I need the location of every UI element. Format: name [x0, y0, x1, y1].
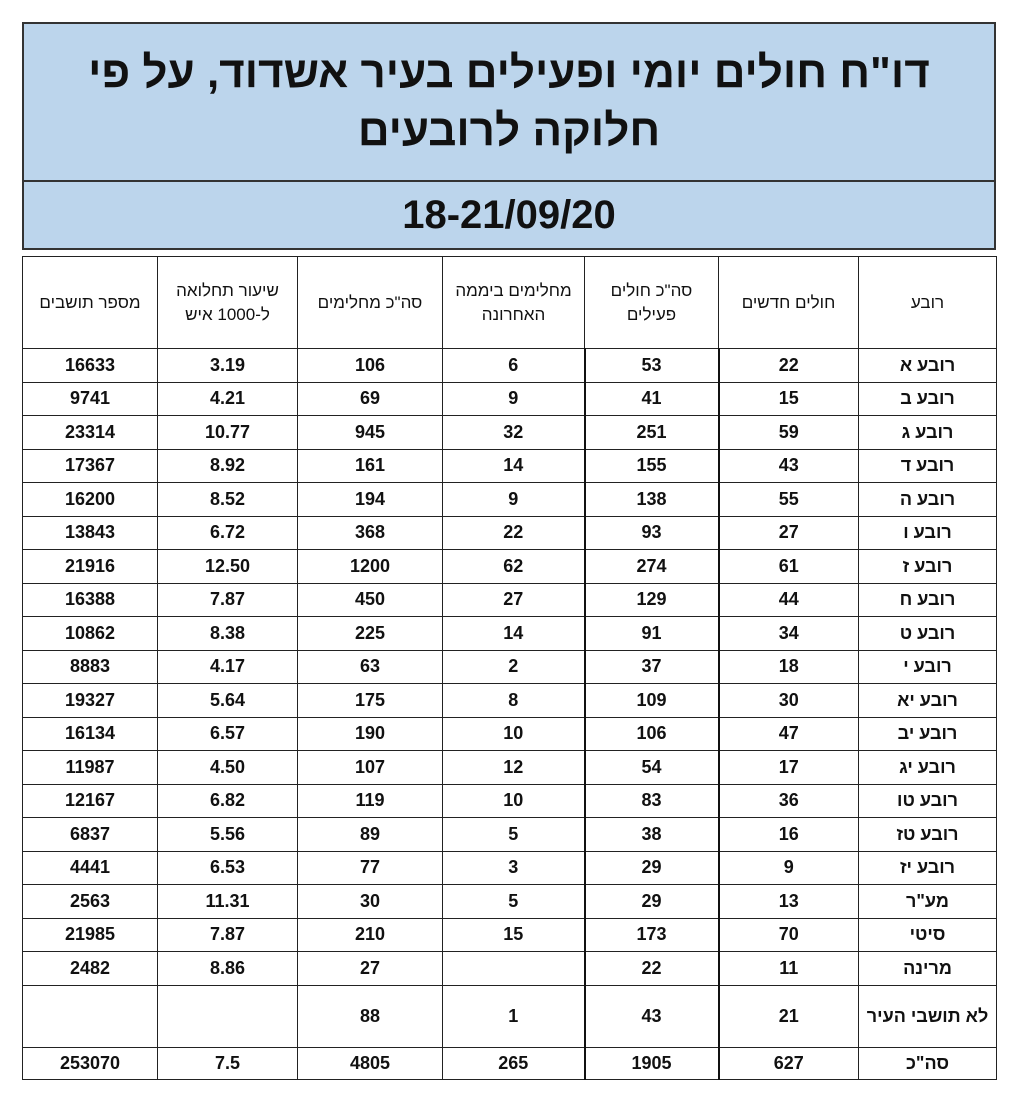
cell-district: רובע י [859, 650, 997, 684]
cell-recovered-last-day: 2 [443, 650, 585, 684]
table-header-row [23, 257, 997, 349]
header-infection-rate: שיעור תחלואה ל-1000 איש [158, 257, 298, 349]
cell-new-cases: 16 [719, 818, 859, 852]
cell-total-recovered: 27 [298, 952, 443, 986]
header-new-cases: חולים חדשים [719, 257, 859, 349]
table-row [23, 918, 997, 952]
cell-total-recovered: 119 [298, 784, 443, 818]
cell-recovered-last-day: 22 [443, 516, 585, 550]
table-row [23, 416, 997, 450]
cell-population [23, 985, 158, 1047]
cell-total-active: 43 [585, 985, 719, 1047]
cell-district: מרינה [859, 952, 997, 986]
cell-total-active: 173 [585, 918, 719, 952]
cell-population: 16134 [23, 717, 158, 751]
cell-recovered-last-day: 1 [443, 985, 585, 1047]
cell-district: רובע טו [859, 784, 997, 818]
cell-total-active: 54 [585, 751, 719, 785]
cell-total-recovered: 225 [298, 617, 443, 651]
cell-district: רובע ז [859, 550, 997, 584]
cell-total-recovered: 1200 [298, 550, 443, 584]
cell-infection-rate: 8.86 [158, 952, 298, 986]
cell-new-cases: 27 [719, 516, 859, 550]
cell-district: רובע ו [859, 516, 997, 550]
cell-infection-rate: 5.64 [158, 684, 298, 718]
cell-recovered-last-day: 6 [443, 349, 585, 383]
cell-new-cases: 47 [719, 717, 859, 751]
cell-new-cases: 34 [719, 617, 859, 651]
report-sheet [22, 22, 996, 1080]
cell-recovered-last-day: 8 [443, 684, 585, 718]
cell-population: 16633 [23, 349, 158, 383]
table-row [23, 952, 997, 986]
cell-new-cases: 70 [719, 918, 859, 952]
cell-recovered-last-day: 62 [443, 550, 585, 584]
cell-district: רובע ד [859, 449, 997, 483]
cell-population: 9741 [23, 382, 158, 416]
cell-total-active: 91 [585, 617, 719, 651]
cell-population: 8883 [23, 650, 158, 684]
cell-population: 2563 [23, 885, 158, 919]
cell-infection-rate: 7.87 [158, 918, 298, 952]
cell-population: 21916 [23, 550, 158, 584]
cell-district: לא תושבי העיר [859, 985, 997, 1047]
cell-total-recovered: 450 [298, 583, 443, 617]
cell-infection-rate: 3.19 [158, 349, 298, 383]
cell-infection-rate: 8.92 [158, 449, 298, 483]
cell-population: 4441 [23, 851, 158, 885]
cell-total-active: 83 [585, 784, 719, 818]
cell-new-cases: 30 [719, 684, 859, 718]
table-body [23, 349, 997, 1080]
header-total-recovered: סה"כ מחלימים [298, 257, 443, 349]
cell-population: 17367 [23, 449, 158, 483]
table-row [23, 684, 997, 718]
cell-district: רובע יג [859, 751, 997, 785]
cell-infection-rate: 8.52 [158, 483, 298, 517]
cell-district: רובע ג [859, 416, 997, 450]
cell-recovered-last-day: 15 [443, 918, 585, 952]
report-title-box [22, 22, 996, 182]
cell-population: 6837 [23, 818, 158, 852]
cell-population: 16200 [23, 483, 158, 517]
cell-new-cases: 627 [719, 1047, 859, 1079]
cell-new-cases: 22 [719, 349, 859, 383]
cell-total-active: 251 [585, 416, 719, 450]
cell-new-cases: 17 [719, 751, 859, 785]
cell-infection-rate: 11.31 [158, 885, 298, 919]
cell-district: רובע יב [859, 717, 997, 751]
cell-total-recovered: 88 [298, 985, 443, 1047]
cases-table [22, 256, 997, 1080]
cell-new-cases: 44 [719, 583, 859, 617]
cell-total-recovered: 194 [298, 483, 443, 517]
cell-population: 2482 [23, 952, 158, 986]
header-district: רובע [859, 257, 997, 349]
cell-infection-rate: 4.50 [158, 751, 298, 785]
header-population: מספר תושבים [23, 257, 158, 349]
header-recovered-last-day: מחלימים ביממה האחרונה [443, 257, 585, 349]
cell-total-active: 29 [585, 885, 719, 919]
cell-population: 10862 [23, 617, 158, 651]
cell-recovered-last-day: 5 [443, 818, 585, 852]
cell-recovered-last-day: 10 [443, 717, 585, 751]
cell-district: מע"ר [859, 885, 997, 919]
cell-total-recovered: 77 [298, 851, 443, 885]
cell-total-recovered: 69 [298, 382, 443, 416]
cell-total-active: 37 [585, 650, 719, 684]
cell-population: 16388 [23, 583, 158, 617]
cell-recovered-last-day: 14 [443, 617, 585, 651]
cell-total-active: 22 [585, 952, 719, 986]
cell-total-recovered: 175 [298, 684, 443, 718]
cell-total-active: 53 [585, 349, 719, 383]
cell-recovered-last-day: 5 [443, 885, 585, 919]
cell-total-recovered: 368 [298, 516, 443, 550]
cell-recovered-last-day [443, 952, 585, 986]
cell-new-cases: 59 [719, 416, 859, 450]
header-total-active: סה"כ חולים פעילים [585, 257, 719, 349]
cell-total-active: 274 [585, 550, 719, 584]
cell-district: רובע ט [859, 617, 997, 651]
table-row [23, 985, 997, 1047]
cell-district: רובע ה [859, 483, 997, 517]
table-row [23, 483, 997, 517]
cell-new-cases: 43 [719, 449, 859, 483]
cell-district: רובע יא [859, 684, 997, 718]
cell-infection-rate: 12.50 [158, 550, 298, 584]
cell-total-recovered: 945 [298, 416, 443, 450]
table-row [23, 751, 997, 785]
cell-recovered-last-day: 3 [443, 851, 585, 885]
cell-total-recovered: 107 [298, 751, 443, 785]
cell-population: 13843 [23, 516, 158, 550]
cell-total-active: 155 [585, 449, 719, 483]
cell-population: 11987 [23, 751, 158, 785]
cell-infection-rate: 8.38 [158, 617, 298, 651]
table-row [23, 382, 997, 416]
cell-infection-rate: 6.82 [158, 784, 298, 818]
cell-infection-rate: 7.87 [158, 583, 298, 617]
cell-infection-rate: 6.57 [158, 717, 298, 751]
cell-district: סיטי [859, 918, 997, 952]
cell-population: 253070 [23, 1047, 158, 1079]
cell-total-active: 106 [585, 717, 719, 751]
totals-row [23, 1047, 997, 1079]
table-row [23, 550, 997, 584]
cell-new-cases: 36 [719, 784, 859, 818]
cell-total-recovered: 30 [298, 885, 443, 919]
cell-population: 12167 [23, 784, 158, 818]
table-row [23, 885, 997, 919]
table-row [23, 449, 997, 483]
report-title: דו"ח חולים יומי ופעילים בעיר אשדוד, על פי חלוקה לרובעים [88, 48, 930, 155]
table-row [23, 717, 997, 751]
cell-new-cases: 55 [719, 483, 859, 517]
cell-infection-rate: 5.56 [158, 818, 298, 852]
cell-new-cases: 11 [719, 952, 859, 986]
cell-infection-rate: 4.21 [158, 382, 298, 416]
cell-total-active: 1905 [585, 1047, 719, 1079]
cell-total-active: 109 [585, 684, 719, 718]
cell-new-cases: 61 [719, 550, 859, 584]
cell-recovered-last-day: 27 [443, 583, 585, 617]
cell-infection-rate: 6.53 [158, 851, 298, 885]
cell-recovered-last-day: 9 [443, 382, 585, 416]
cell-total-recovered: 89 [298, 818, 443, 852]
cell-recovered-last-day: 10 [443, 784, 585, 818]
cell-total-active: 41 [585, 382, 719, 416]
cell-district: רובע יז [859, 851, 997, 885]
cell-infection-rate: 6.72 [158, 516, 298, 550]
table-row [23, 851, 997, 885]
cell-total-active: 93 [585, 516, 719, 550]
table-row [23, 349, 997, 383]
table-row [23, 516, 997, 550]
date-range: 18-21/09/20 [402, 192, 616, 237]
cell-new-cases: 18 [719, 650, 859, 684]
table-row [23, 583, 997, 617]
cell-new-cases: 9 [719, 851, 859, 885]
cell-district: סה"כ [859, 1047, 997, 1079]
table-row [23, 650, 997, 684]
cell-district: רובע א [859, 349, 997, 383]
table-row [23, 784, 997, 818]
cell-infection-rate: 7.5 [158, 1047, 298, 1079]
cell-recovered-last-day: 14 [443, 449, 585, 483]
cell-district: רובע ב [859, 382, 997, 416]
cell-total-recovered: 106 [298, 349, 443, 383]
cell-total-recovered: 161 [298, 449, 443, 483]
cell-total-recovered: 63 [298, 650, 443, 684]
cell-population: 21985 [23, 918, 158, 952]
cell-new-cases: 21 [719, 985, 859, 1047]
cell-total-active: 38 [585, 818, 719, 852]
date-range-box [22, 182, 996, 250]
cell-district: רובע ח [859, 583, 997, 617]
cell-infection-rate: 10.77 [158, 416, 298, 450]
cell-total-active: 138 [585, 483, 719, 517]
cell-recovered-last-day: 12 [443, 751, 585, 785]
table-row [23, 818, 997, 852]
cell-population: 23314 [23, 416, 158, 450]
cell-new-cases: 13 [719, 885, 859, 919]
cell-recovered-last-day: 9 [443, 483, 585, 517]
cell-recovered-last-day: 265 [443, 1047, 585, 1079]
cell-total-recovered: 210 [298, 918, 443, 952]
cell-total-recovered: 4805 [298, 1047, 443, 1079]
cell-recovered-last-day: 32 [443, 416, 585, 450]
cell-infection-rate: 4.17 [158, 650, 298, 684]
table-row [23, 617, 997, 651]
cell-total-active: 29 [585, 851, 719, 885]
cell-population: 19327 [23, 684, 158, 718]
cell-infection-rate [158, 985, 298, 1047]
cell-district: רובע טז [859, 818, 997, 852]
cell-total-active: 129 [585, 583, 719, 617]
cell-new-cases: 15 [719, 382, 859, 416]
cell-total-recovered: 190 [298, 717, 443, 751]
